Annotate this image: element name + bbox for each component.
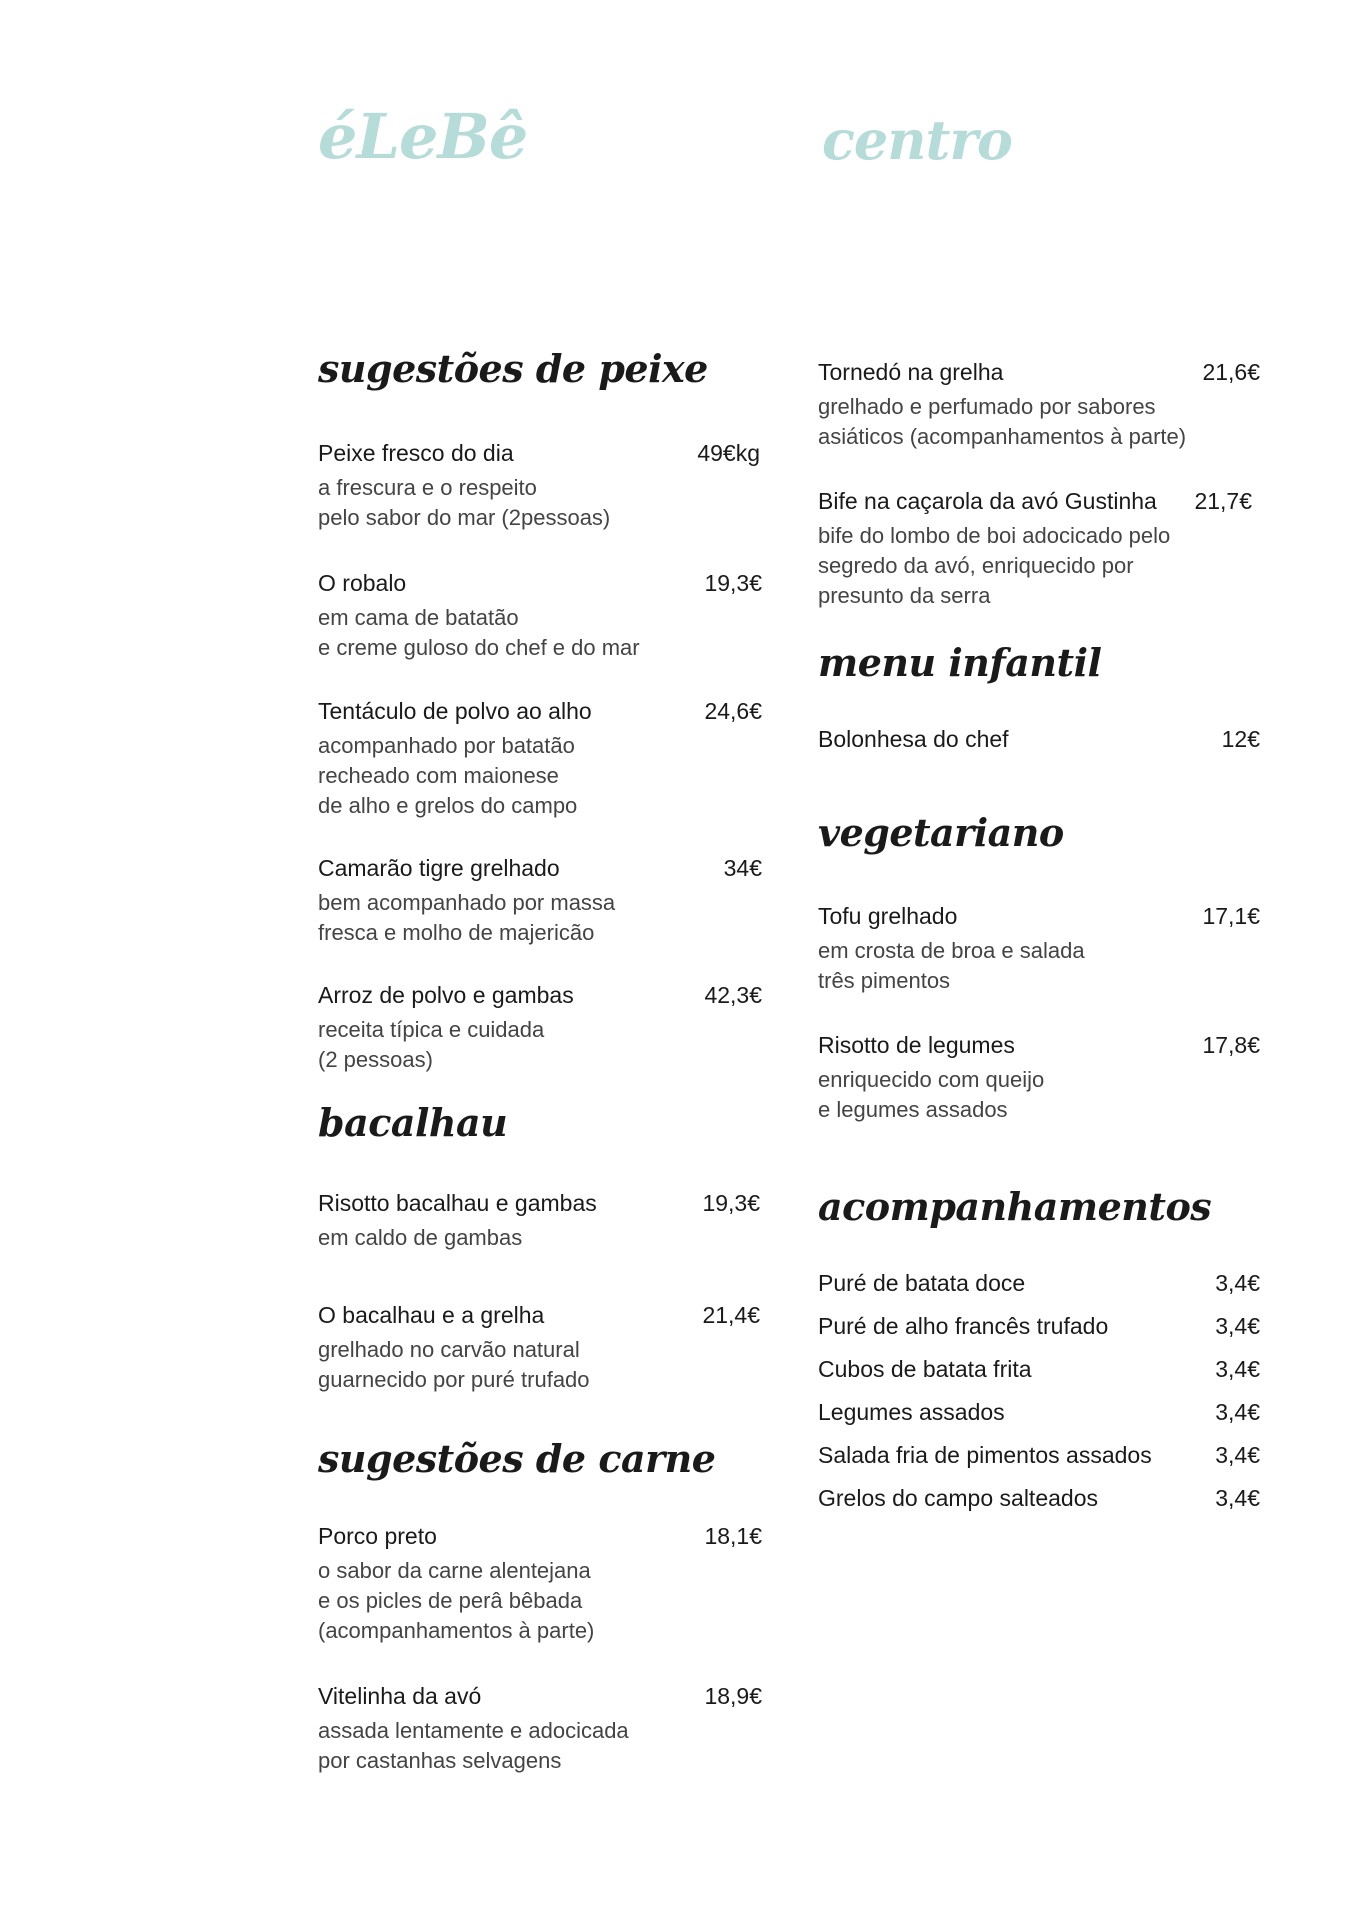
menu-item-description: a frescura e o respeito pelo sabor do mar (2pessoas) (318, 475, 611, 530)
menu-item-description: assada lentamente e adocicada por castanhas selvagens (318, 1718, 629, 1773)
side-item-name: Puré de batata doce (818, 1270, 1026, 1296)
menu-item-name: O robalo (318, 570, 407, 596)
menu-item-description: acompanhado por batatão recheado com maionese de alho e grelos do campo (318, 733, 578, 818)
side-item-name: Salada fria de pimentos assados (818, 1442, 1152, 1468)
menu-item-price: 21,6€ (1202, 359, 1260, 385)
menu-item-name: Arroz de polvo e gambas (318, 982, 574, 1008)
menu-item-name: Tentáculo de polvo ao alho (318, 698, 592, 724)
section-title-peixe: sugestões de peixe (318, 346, 708, 391)
side-item-price: 3,4€ (1215, 1399, 1260, 1425)
menu-item-price: 34€ (723, 855, 762, 881)
menu-item-price: 21,4€ (702, 1302, 760, 1328)
location-title: centro (822, 108, 1012, 172)
restaurant-logo: éLeBê (318, 100, 528, 173)
menu-item-price: 21,7€ (1194, 488, 1252, 514)
side-item-name: Grelos do campo salteados (818, 1485, 1098, 1511)
section-title-vegetariano: vegetariano (818, 810, 1064, 855)
menu-item-name: Camarão tigre grelhado (318, 855, 560, 881)
side-item-price: 3,4€ (1215, 1270, 1260, 1296)
side-item-price: 3,4€ (1215, 1356, 1260, 1382)
menu-item-name: Bife na caçarola da avó Gustinha (818, 488, 1157, 514)
menu-item-price: 24,6€ (704, 698, 762, 724)
menu-item-name: Porco preto (318, 1523, 437, 1549)
menu-item-price: 12€ (1221, 726, 1260, 752)
menu-item-price: 42,3€ (704, 982, 762, 1008)
section-title-acompanhamentos: acompanhamentos (818, 1184, 1212, 1229)
menu-item-price: 19,3€ (704, 570, 762, 596)
side-item-price: 3,4€ (1215, 1485, 1260, 1511)
menu-item-description: em crosta de broa e salada três pimentos (818, 938, 1085, 993)
menu-item-price: 17,1€ (1202, 903, 1260, 929)
menu-item-name: O bacalhau e a grelha (318, 1302, 545, 1328)
menu-item-description: grelhado e perfumado por sabores asiáticos (acompanhamentos à parte) (818, 394, 1187, 449)
menu-item-name: Tofu grelhado (818, 903, 958, 929)
menu-item-description: grelhado no carvão natural guarnecido por puré trufado (318, 1337, 590, 1392)
menu-item-description: enriquecido com queijo e legumes assados (818, 1067, 1045, 1122)
menu-item-name: Tornedó na grelha (818, 359, 1004, 385)
side-item-name: Puré de alho francês trufado (818, 1313, 1109, 1339)
side-item-price: 3,4€ (1215, 1313, 1260, 1339)
menu-item-price: 17,8€ (1202, 1032, 1260, 1058)
menu-item-name: Risotto bacalhau e gambas (318, 1190, 597, 1216)
menu-item-description: receita típica e cuidada (2 pessoas) (318, 1017, 545, 1072)
section-title-bacalhau: bacalhau (318, 1100, 508, 1145)
menu-item-description: bife do lombo de boi adocicado pelo segredo da avó, enriquecido por presunto da serra (818, 523, 1171, 608)
menu-item-name: Peixe fresco do dia (318, 440, 514, 466)
menu-item-description: o sabor da carne alentejana e os picles de perâ bêbada (acompanhamentos à parte) (318, 1558, 595, 1643)
side-item-name: Legumes assados (818, 1399, 1005, 1425)
menu-item-name: Vitelinha da avó (318, 1683, 482, 1709)
menu-item-name: Risotto de legumes (818, 1032, 1015, 1058)
menu-item-price: 19,3€ (702, 1190, 760, 1216)
menu-item-description: bem acompanhado por massa fresca e molho de majericão (318, 890, 616, 945)
section-title-carne: sugestões de carne (318, 1436, 716, 1481)
menu-item-description: em caldo de gambas (318, 1225, 523, 1250)
menu-item-price: 18,9€ (704, 1683, 762, 1709)
side-item-price: 3,4€ (1215, 1442, 1260, 1468)
side-item-name: Cubos de batata frita (818, 1356, 1032, 1382)
menu-item-description: em cama de batatão e creme guloso do chef e do mar (318, 605, 640, 660)
section-title-infantil: menu infantil (818, 640, 1102, 685)
menu-item-price: 18,1€ (704, 1523, 762, 1549)
menu-item-price: 49€kg (697, 440, 760, 466)
menu-item-name: Bolonhesa do chef (818, 726, 1009, 752)
